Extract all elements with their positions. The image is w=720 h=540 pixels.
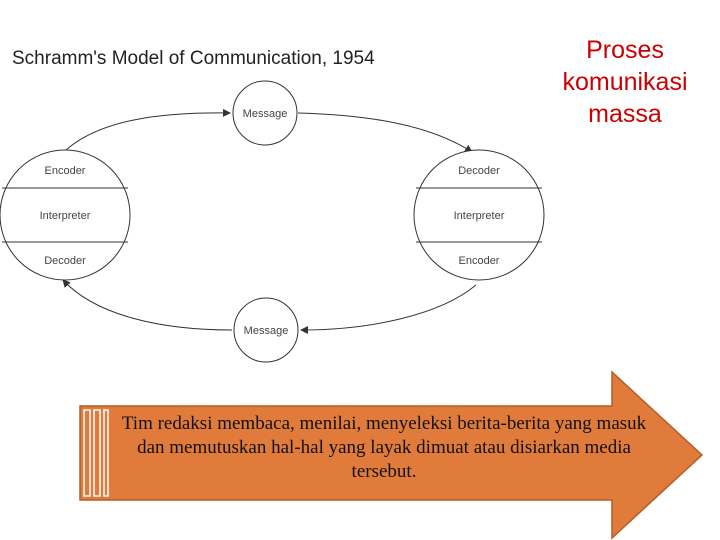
callout-stripe-2 — [94, 410, 100, 496]
left-decoder-label: Decoder — [44, 255, 86, 267]
arc-left-to-top — [66, 113, 230, 150]
side-title: Proses komunikasi massa — [562, 36, 688, 128]
right-node — [414, 150, 544, 280]
right-decoder-label: Decoder — [458, 165, 500, 177]
arc-top-to-right — [298, 113, 472, 152]
diagram-title: Schramm's Model of Communication, 1954 — [12, 48, 375, 69]
arc-bottom-to-left — [63, 280, 232, 330]
left-encoder-label: Encoder — [44, 165, 86, 177]
arc-right-to-bottom — [301, 285, 476, 330]
callout-stripe-3 — [104, 410, 108, 496]
message-bottom-label: Message — [243, 325, 289, 337]
right-encoder-label: Encoder — [458, 255, 500, 267]
right-interpreter-label: Interpreter — [453, 210, 505, 222]
message-top-label: Message — [242, 108, 288, 120]
callout-text: Tim redaksi membaca, menilai, menyeleksi berita-berita yang masuk dan memutuskan hal-hal yang layak dimuat atau disiarkan media tersebut. — [121, 413, 647, 482]
callout-stripe-1 — [84, 410, 90, 496]
left-interpreter-label: Interpreter — [39, 210, 91, 222]
left-node — [0, 150, 130, 280]
